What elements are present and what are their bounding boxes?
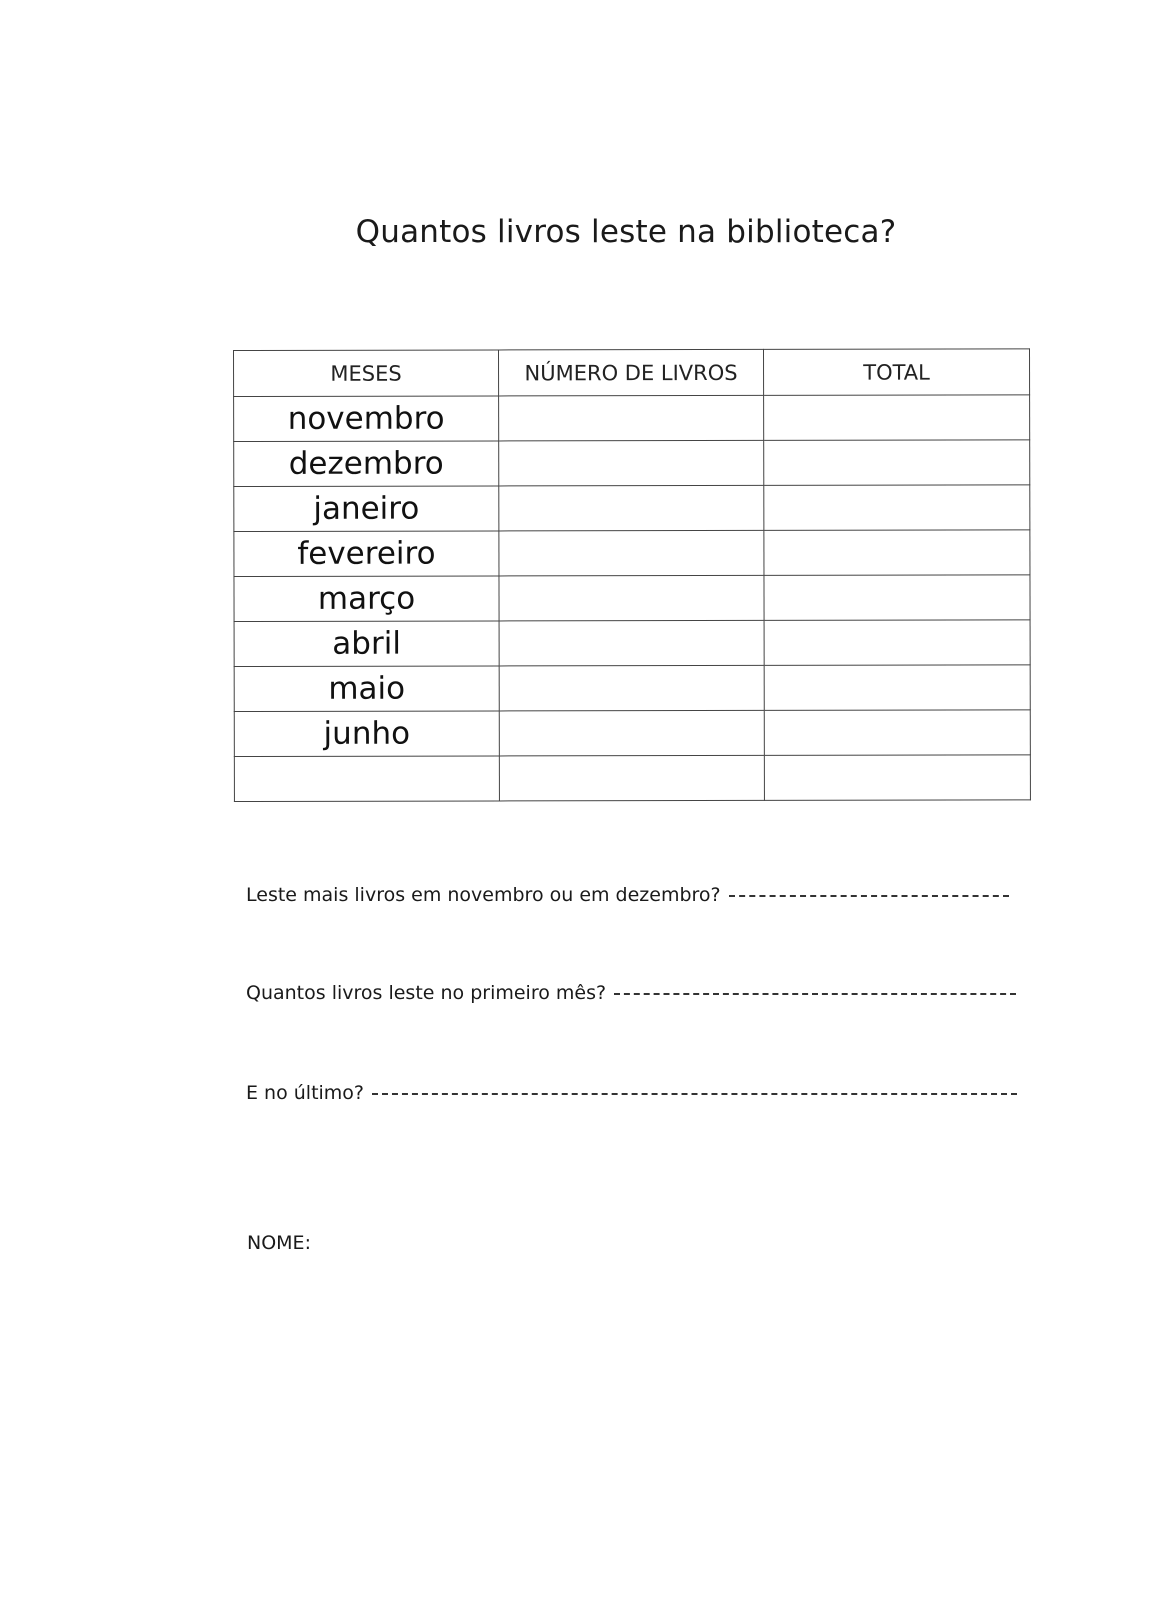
books-cell[interactable] xyxy=(499,620,764,666)
books-cell[interactable] xyxy=(499,440,764,486)
month-cell: maio xyxy=(234,666,499,712)
total-cell[interactable] xyxy=(764,665,1030,711)
answer-line[interactable] xyxy=(614,993,1016,995)
books-cell[interactable] xyxy=(499,395,764,441)
question-last-month xyxy=(246,1082,1017,1104)
table-row xyxy=(234,710,1030,757)
question-more-books xyxy=(246,884,1009,906)
books-cell[interactable] xyxy=(499,485,764,531)
books-cell[interactable] xyxy=(499,755,764,801)
month-cell: dezembro xyxy=(234,441,499,487)
month-cell: março xyxy=(234,576,499,622)
total-cell[interactable] xyxy=(764,530,1030,576)
table-row xyxy=(234,620,1030,667)
books-cell[interactable] xyxy=(499,710,764,756)
header-total: TOTAL xyxy=(763,349,1029,396)
month-cell: janeiro xyxy=(234,486,499,532)
table-row xyxy=(234,665,1030,712)
table-header-row xyxy=(234,349,1030,397)
answer-line[interactable] xyxy=(372,1093,1017,1095)
total-cell[interactable] xyxy=(764,440,1030,486)
month-cell: abril xyxy=(234,621,499,667)
table-row xyxy=(234,755,1030,802)
month-cell: fevereiro xyxy=(234,531,499,577)
table-row xyxy=(234,395,1030,442)
books-table xyxy=(233,348,1031,802)
total-cell[interactable] xyxy=(764,710,1030,756)
table-row xyxy=(234,485,1030,532)
total-cell[interactable] xyxy=(764,575,1030,621)
question-text: E no último? xyxy=(246,1082,365,1104)
books-cell[interactable] xyxy=(499,665,764,711)
table-row xyxy=(234,440,1030,487)
question-first-month xyxy=(246,982,1016,1004)
books-cell[interactable] xyxy=(499,530,764,576)
total-cell[interactable] xyxy=(764,485,1030,531)
total-cell[interactable] xyxy=(764,620,1030,666)
question-text: Quantos livros leste no primeiro mês? xyxy=(246,982,607,1004)
page-title: Quantos livros leste na biblioteca? xyxy=(355,214,897,250)
name-label: NOME: xyxy=(247,1232,311,1254)
month-cell: junho xyxy=(234,711,499,757)
question-text: Leste mais livros em novembro ou em dezembro? xyxy=(246,884,721,906)
month-cell-empty[interactable] xyxy=(234,756,499,802)
answer-line[interactable] xyxy=(729,895,1009,897)
header-months: MESES xyxy=(234,350,499,397)
books-cell[interactable] xyxy=(499,575,764,621)
total-cell[interactable] xyxy=(764,755,1030,801)
month-cell: novembro xyxy=(234,396,499,442)
table-row xyxy=(234,575,1030,622)
total-cell[interactable] xyxy=(764,395,1030,441)
header-number-of-books: NÚMERO DE LIVROS xyxy=(499,349,764,396)
table-row xyxy=(234,530,1030,577)
